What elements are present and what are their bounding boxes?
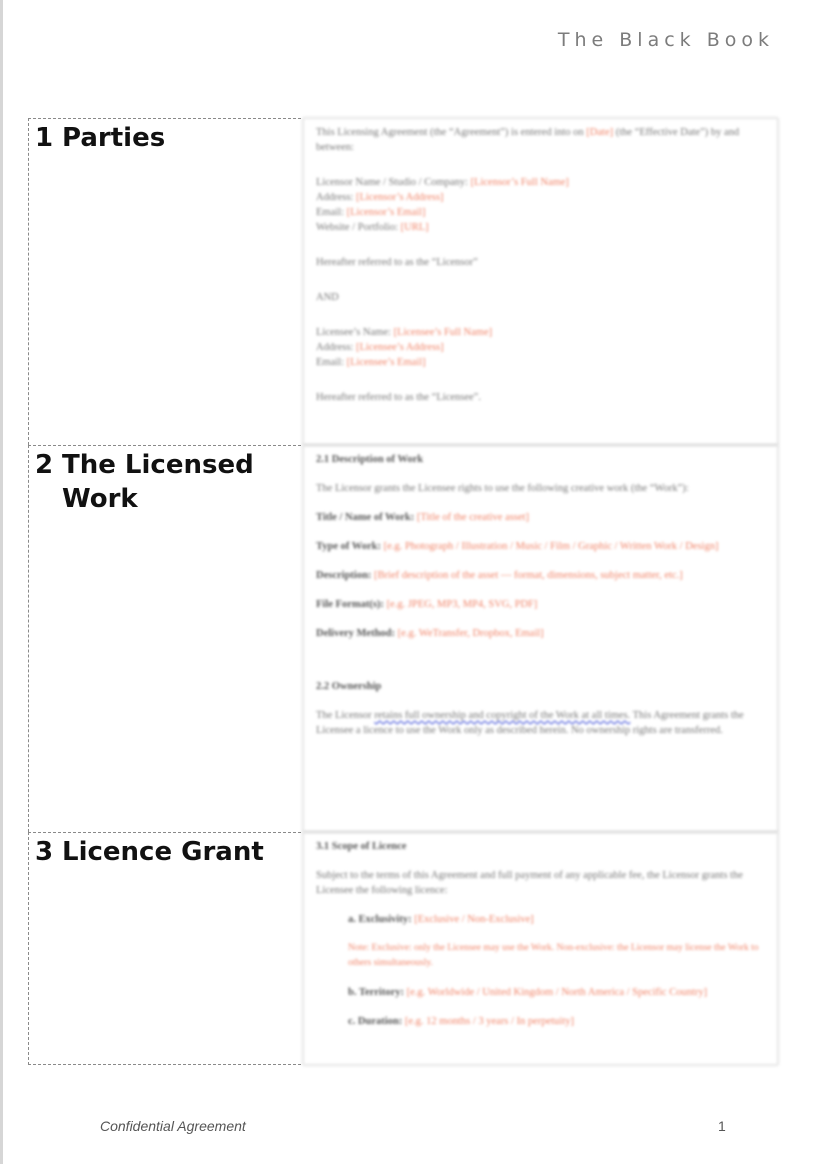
description-paragraph: The Licensor grants the Licensee rights to use the following creative work (the “Work”):	[316, 483, 689, 494]
scope-paragraph: Subject to the terms of this Agreement and full payment of any applicable fee, the Licensor grants the Licensee the following licence:	[316, 870, 743, 896]
section-heading	[35, 121, 301, 155]
ownership-paragraph: The Licensor retains full ownership and copyright of the Work at all times. This Agreement grants the Licensee a licence to use the Work only as described herein. No ownership rights are transferred.	[316, 710, 744, 736]
section-label-cell	[28, 118, 301, 445]
licensee-address-line: Address: [Licensee’s Address]	[316, 342, 444, 353]
section-label-cell	[28, 832, 301, 1065]
section-label-cell	[28, 445, 301, 832]
section-parties	[28, 118, 778, 445]
intro-paragraph: This Licensing Agreement (the “Agreement”) is entered into on [Date] (the “Effective Date”) by and between:	[316, 127, 740, 153]
section-number: 2	[35, 450, 54, 480]
brand-title: The Black Book	[557, 29, 774, 51]
duration-line: c. Duration: [e.g. 12 months / 3 years / In perpetuity]	[348, 1016, 575, 1027]
section-number: 1	[35, 123, 54, 153]
licensee-reference: Hereafter referred to as the “Licensee”.	[316, 392, 481, 403]
exclusivity-line: a. Exclusivity: [Exclusive / Non-Exclusive]	[348, 914, 534, 925]
licensee-name-line: Licensee’s Name: [Licensee’s Full Name]	[316, 327, 493, 338]
work-title-line: Title / Name of Work: [Title of the creative asset]	[316, 512, 529, 523]
file-format-line: File Format(s): [e.g. JPEG, MP3, MP4, SVG, PDF]	[316, 599, 538, 610]
section-content	[303, 118, 778, 445]
licensor-address-line: Address: [Licensor’s Address]	[316, 192, 444, 203]
page-number: 1	[718, 1118, 726, 1134]
subsection-heading: 2.2 Ownership	[316, 681, 382, 692]
page-edge	[0, 0, 3, 1164]
and-text: AND	[316, 292, 339, 303]
section-heading	[35, 835, 301, 869]
subsection-heading: 2.1 Description of Work	[316, 454, 424, 465]
section-content	[303, 832, 778, 1065]
section-number: 3	[35, 837, 54, 867]
placeholder-date: [Date]	[586, 127, 614, 138]
section-content	[303, 445, 778, 832]
footer-confidential: Confidential Agreement	[100, 1118, 246, 1134]
work-description-line: Description: [Brief description of the asset — format, dimensions, subject matter, etc.]	[316, 570, 683, 581]
licensor-reference: Hereafter referred to as the “Licensor”	[316, 257, 478, 268]
delivery-method-line: Delivery Method: [e.g. WeTransfer, Dropbox, Email]	[316, 628, 544, 639]
licensor-email-line: Email: [Licensor’s Email]	[316, 207, 426, 218]
section-title: The Licensed Work	[62, 450, 254, 514]
agreement-table	[28, 118, 778, 1065]
licensor-website-line: Website / Portfolio: [URL]	[316, 222, 429, 233]
licensor-name-line: Licensor Name / Studio / Company: [Licensor’s Full Name]	[316, 177, 569, 188]
section-heading	[35, 448, 301, 516]
section-licence-grant	[28, 832, 778, 1065]
territory-line: b. Territory: [e.g. Worldwide / United Kingdom / North America / Specific Country]	[348, 987, 708, 998]
work-type-line: Type of Work: [e.g. Photograph / Illustration / Music / Film / Graphic / Written Work / Design]	[316, 541, 719, 552]
section-licensed-work	[28, 445, 778, 832]
subsection-heading: 3.1 Scope of Licence	[316, 841, 407, 852]
section-title: Parties	[62, 123, 166, 153]
exclusivity-note: Note: Exclusive: only the Licensee may use the Work. Non-exclusive: the Licensor may license the Work to others simultaneously.	[348, 943, 759, 968]
section-title: Licence Grant	[62, 837, 264, 867]
licensee-email-line: Email: [Licensee’s Email]	[316, 357, 426, 368]
